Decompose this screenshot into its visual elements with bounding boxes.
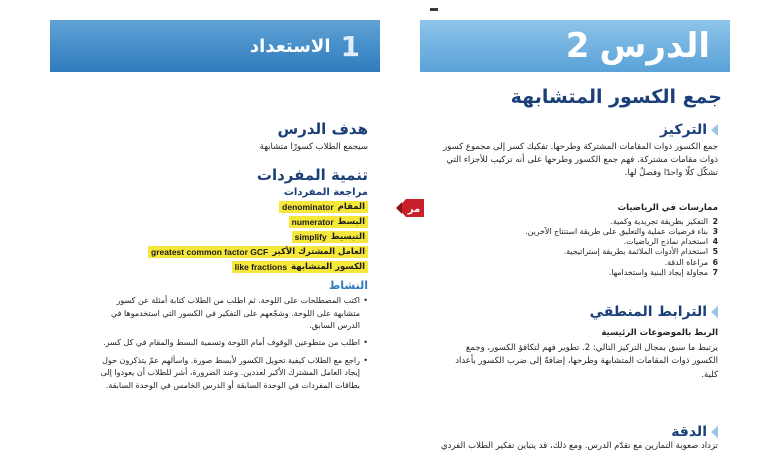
triangle-marker-icon [711,306,718,318]
practice-number: 3 [712,226,718,236]
practice-text: مراعاة الدقة. [664,257,708,267]
focus-text: جمع الكسور ذوات المقامات المشتركة وطرحها. تفكيك كسر إلى مجموع كسور ذوات مقامات مشتركة. فهم جمع الكسور وطرحها على أنه تركيب للأجزاء التي تشكّل كلًا واحدًا وفصلٌ لها. [443,142,718,179]
practice-text: بناء فرضيات عملية والتعليق على طريقة استنتاج الآخرين. [525,226,708,236]
vocab-item [100,201,368,213]
practice-item [440,237,718,247]
activity-item: • اكتب المصطلحات على اللوحة. ثم اطلب من الطلاب كتابة أمثلة عن كسور متشابهة على اللوحة. وشجّعهم على التفكير في الكسور التي استخدموها في الدرس السابق. [100,295,368,332]
practices-section [407,202,718,279]
lesson-banner [420,20,730,72]
vocab-en: like fractions [234,262,288,273]
vocab-item [100,231,368,243]
vocab-title: تنمية المفردات [256,166,368,185]
vocab-en: denominator [282,202,334,213]
vocab-ar: البسط [337,217,365,228]
practice-number: 2 [712,216,718,226]
vocab-en: greatest common factor GCF [151,247,269,258]
coherence-text: يرتبط ما سبق بمجال التركيز التالي: 2. تطوير فهم لتكافؤ الكسور، وجمع الكسور ذوات المقامات المتشابهة وطرحها، إضافةً إلى ضرب الكسور بأعداد كلية. [455,343,718,380]
triangle-marker-icon [711,426,718,438]
practice-number: 5 [712,247,718,257]
vocab-item [100,216,368,228]
rigor-title: الدقة [671,423,707,440]
vocab-en: simplify [294,232,327,243]
vocab-ar: العامل المشترك الأكبر [272,247,365,258]
activity-item: • راجع مع الطلاب كيفية تحويل الكسور لأبسط صورة. واسألهم عمّ يتذكرون حول إيجاد العامل المشترك الأكبر لعددين. وعند الضرورة، أشر للطلاب أن يعودوا إلى بطاقات المفردات في الوحدة السابقة أو الدرس الخامس في الوحدة السابقة. [100,355,368,392]
practice-item [440,247,718,257]
coherence-subtitle: الربط بالموضوعات الرئيسية [601,328,718,339]
practice-number: 7 [712,267,718,277]
top-mark [430,8,438,11]
practice-item [440,227,718,237]
coherence-title: الترابط المنطقي [589,304,707,321]
prep-banner [50,20,380,72]
right-column [407,122,718,453]
lesson-number: 2 [565,26,590,66]
vocab-review-title: مراجعة المفردات [283,187,368,199]
activity-list [100,295,368,392]
practice-item [440,217,718,227]
practice-text: محاولة إيجاد البنية واستخدامها. [608,267,708,277]
activity-title: النشاط [328,279,368,293]
practice-item [440,268,718,278]
rigor-heading [440,424,718,440]
vocab-ar: التبسيط [330,232,365,243]
practice-item [440,258,718,268]
practice-text: التفكير بطريقة تجريدية وكمية. [610,216,708,226]
math-practices-badge-icon [396,197,426,219]
objective-title: هدف الدرس [277,120,368,138]
focus-title: التركيز [659,122,707,138]
triangle-marker-icon [711,124,718,136]
prep-label: الاستعداد [249,35,331,57]
vocab-en: numerator [291,217,334,228]
vocab-highlight [292,231,368,243]
badge-text: مر [407,203,421,215]
lesson-word: الدرس [599,26,710,66]
focus-heading [440,122,718,138]
practices-title: ممارسات في الرياضيات [617,202,718,213]
practice-text: استخدام نماذج الرياضيات. [623,237,708,247]
vocab-highlight [232,261,368,273]
practices-list [440,217,718,279]
left-column [100,120,368,397]
vocab-item [100,261,368,273]
objective-text: سيجمع الطلاب كسورًا متشابهة [259,142,368,152]
prep-number: 1 [340,29,360,63]
activity-item: • اطلب من متطوعين الوقوف أمام اللوحة وتسمية البسط والمقام في كل كسر. [100,337,368,349]
vocab-ar: المقام [337,202,365,213]
rigor-text: تزداد صعوبة التمارين مع تقدّم الدرس. ومع ذلك، قد يتباين تفكير الطلاب الفردي [441,440,718,451]
lesson-subtitle: جمع الكسور المتشابهة [510,86,722,108]
practice-number: 6 [712,257,718,267]
vocab-highlight [148,246,368,258]
vocab-highlight [279,201,368,213]
coherence-heading [440,304,718,320]
vocab-ar: الكسور المتشابهة [291,262,365,273]
vocab-item [100,246,368,258]
practice-text: استخدام الأدوات الملائمة بطريقة إستراتيجية. [563,247,708,257]
practice-number: 4 [712,237,718,247]
vocab-highlight [289,216,368,228]
